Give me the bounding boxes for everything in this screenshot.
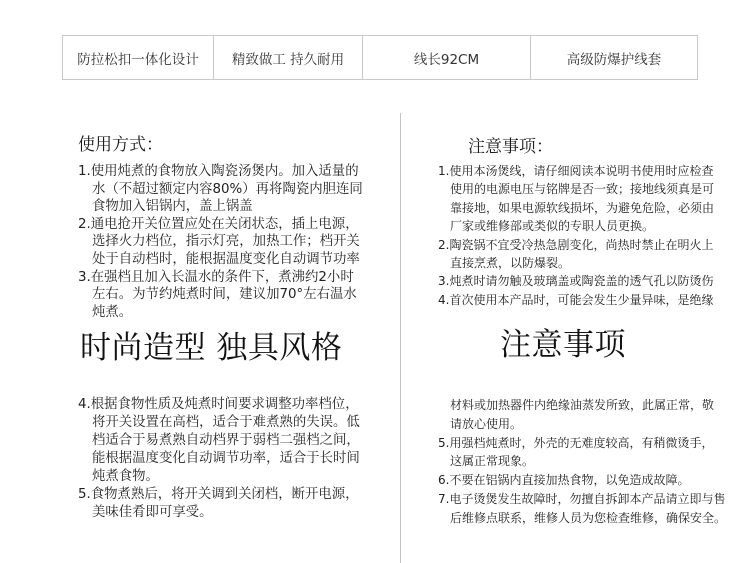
- notes-line: 请放心使用。: [450, 416, 523, 431]
- feature-cell-cable-sleeve: 高级防爆护线套: [566, 51, 662, 68]
- notes-line: 直接烹煮，以防爆裂。: [450, 256, 571, 271]
- column-divider: [400, 113, 401, 563]
- notes-line: 7.电子烫煲发生故障时，勿擅自拆卸本产品请立即与售: [438, 491, 726, 506]
- usage-line: 4.根据食物性质及炖煮时间要求调整功率档位，: [78, 397, 359, 412]
- usage-line: 能根据温度变化自动调节功率，适合于长时间: [92, 451, 360, 466]
- notes-items-top: [438, 162, 714, 309]
- notes-line: 厂家或维修部或类似的专职人员更换。: [450, 219, 655, 234]
- notes-line: 材料或加热器件内绝缘油蒸发所致，此属正常，敬: [450, 398, 715, 412]
- notes-items-bottom: [438, 396, 726, 528]
- notes-line: 1.使用本汤煲线，请仔细阅读本说明书使用时应检查: [438, 164, 714, 178]
- notes-slogan: 注意事项: [500, 327, 626, 363]
- notes-line: 5.用强档炖煮时，外壳的无难度较高，有稍微烫手，: [438, 435, 714, 450]
- usage-heading: 使用方式：: [78, 135, 163, 155]
- usage-line: 选择火力档位，指示灯亮，加热工作；档开关: [92, 234, 360, 250]
- feature-cell-craftsmanship: 精致做工 持久耐用: [214, 36, 363, 79]
- usage-line: 水（不超过额定内容80%）再将陶瓷内胆连同: [92, 181, 363, 197]
- usage-slogan: 时尚造型 独具风格: [80, 330, 343, 366]
- notes-line: 这属正常现象。: [450, 454, 535, 469]
- usage-steps-top: [78, 163, 363, 321]
- notes-line: 靠接地，如果电源软线损坏，为避免危险，必须由: [450, 200, 715, 215]
- usage-line: 3.在强档且加入长温水的条件下，煮沸约2小时: [78, 269, 354, 285]
- notes-heading: 注意事项：: [468, 137, 553, 157]
- notes-line: 2.陶瓷锅不宜受冷热急剧变化，尚热时禁止在明火上: [438, 237, 714, 252]
- usage-steps-bottom: [78, 396, 360, 522]
- feature-cell-cable-length: 线长92CM: [363, 36, 531, 79]
- usage-line: 美味佳肴即可享受。: [92, 505, 213, 520]
- notes-line: 后维修点联系，维修人员为您检查维修，确保安全。: [450, 510, 727, 525]
- usage-line: 5.食物煮熟后，将开关调到关闭档，断开电源，: [78, 487, 359, 502]
- usage-line: 炖煮食物。: [92, 469, 159, 484]
- usage-line: 食物加入铝锅内，盖上锅盖: [92, 199, 253, 215]
- feature-bar: [62, 35, 698, 80]
- usage-line: 将开关设置在高档，适合于难煮熟的失误。低: [92, 415, 360, 430]
- usage-line: 1.使用炖煮的食物放入陶瓷汤煲内。加入适量的: [78, 164, 359, 179]
- usage-line: 2.通电抢开关位置应处在关闭状态，插上电源，: [78, 216, 359, 232]
- usage-line: 左右。为节约炖煮时间，建议加70°左右温水: [92, 287, 357, 303]
- usage-line: 炖煮。: [92, 304, 133, 320]
- notes-line: 4.首次使用本产品时，可能会发生少量异味，是绝缘: [438, 292, 714, 307]
- notes-line: 使用的电源电压与铭牌是否一致；接地线须真是可: [450, 182, 715, 197]
- notes-line: 6.不要在铝锅内直接加热食物，以免造成故障。: [438, 473, 690, 488]
- usage-line: 档适合于易煮熟自动档界于弱档二强档之间，: [92, 433, 360, 448]
- notes-line: 3.炖煮时请勿触及玻璃盖或陶瓷盖的透气孔以防烫伤: [438, 274, 714, 289]
- usage-line: 处于自动档时，能根据温度变化自动调节功率: [92, 251, 360, 267]
- feature-cell-integrated-design: 防拉松扣一体化设计: [63, 36, 214, 79]
